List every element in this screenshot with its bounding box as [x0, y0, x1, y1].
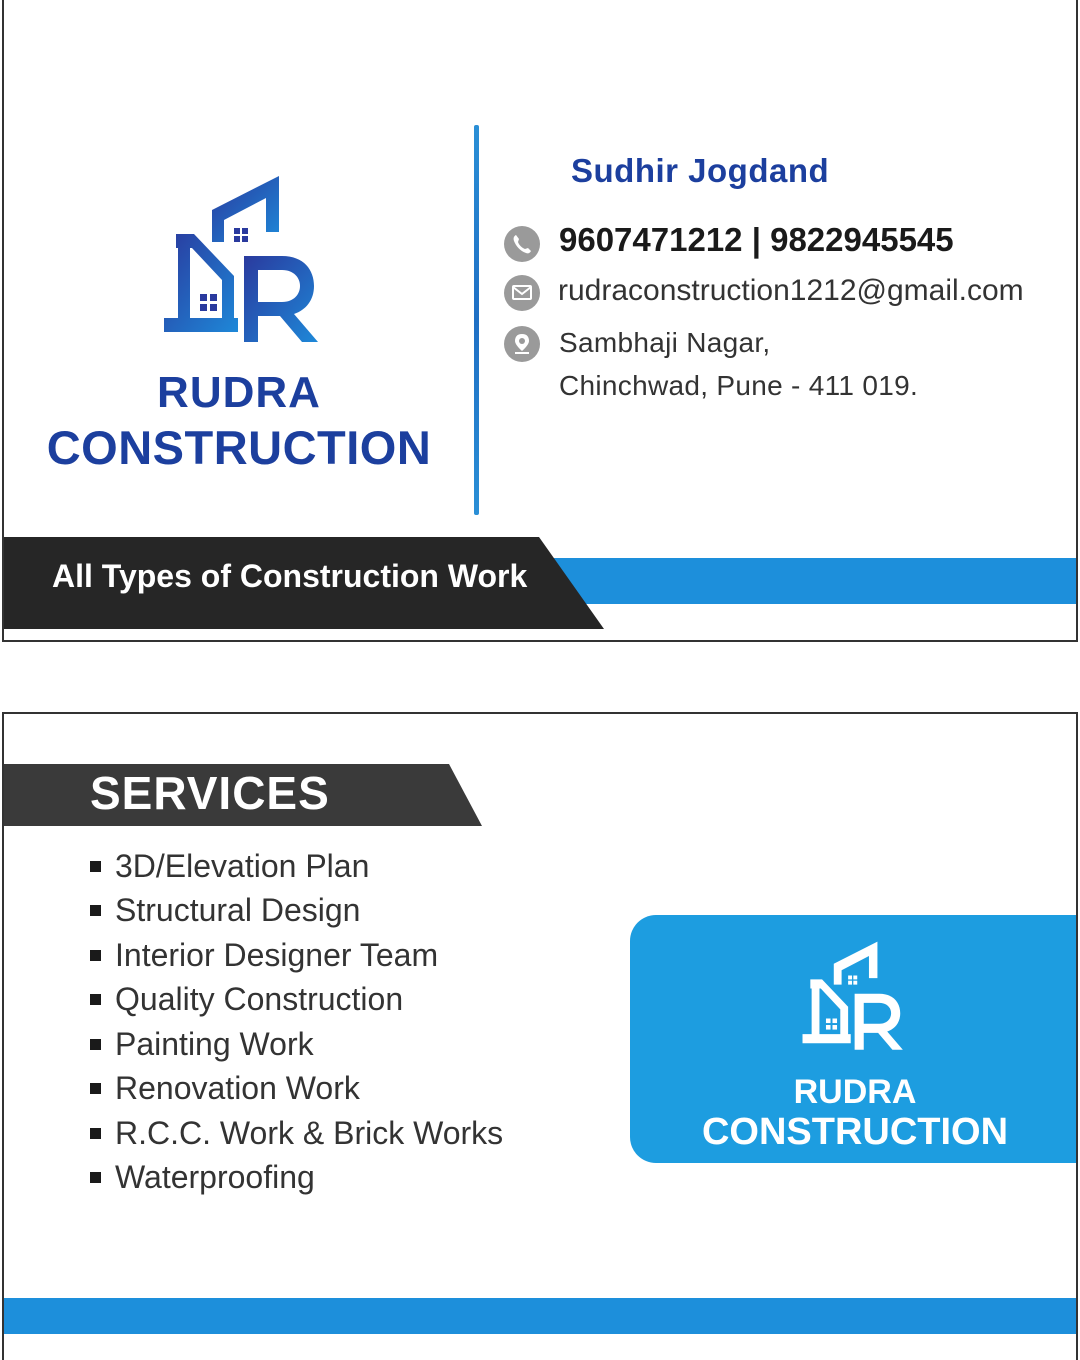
building-r-logo-icon — [154, 172, 329, 350]
list-item — [90, 1067, 503, 1112]
list-item — [90, 978, 503, 1023]
brand-name-line2: CONSTRUCTION — [701, 1111, 1009, 1153]
bullet-icon — [90, 905, 101, 916]
bullet-icon — [90, 950, 101, 961]
brand-name-line1: RUDRA — [793, 1073, 917, 1111]
brand-badge — [630, 915, 1078, 1163]
services-list — [90, 844, 503, 1200]
business-card-back — [2, 712, 1078, 1360]
email-address: rudraconstruction1212@gmail.com — [558, 274, 1024, 307]
phone-numbers: 9607471212 | 9822945545 — [559, 221, 954, 258]
address-line2: Chinchwad, Pune - 411 019. — [559, 370, 919, 401]
service-label: Painting Work — [115, 1025, 314, 1062]
accent-stripe — [4, 1298, 1078, 1334]
business-card-front — [2, 0, 1078, 642]
list-item — [90, 844, 503, 889]
bullet-icon — [90, 1039, 101, 1050]
bullet-icon — [90, 1128, 101, 1139]
location-pin-icon — [504, 326, 540, 362]
envelope-icon — [504, 275, 540, 311]
brand-name-line1: RUDRA — [157, 368, 321, 417]
list-item — [90, 1111, 503, 1156]
service-label: Interior Designer Team — [115, 936, 439, 973]
accent-stripe — [544, 558, 1078, 604]
address-line1: Sambhaji Nagar, — [559, 327, 771, 358]
service-label: Waterproofing — [115, 1159, 315, 1196]
bullet-icon — [90, 1172, 101, 1183]
service-label: R.C.C. Work & Brick Works — [115, 1114, 504, 1151]
building-r-logo-icon — [796, 933, 910, 1061]
list-item — [90, 889, 503, 934]
list-item — [90, 933, 503, 978]
service-label: Quality Construction — [115, 981, 404, 1018]
bullet-icon — [90, 994, 101, 1005]
service-label: Structural Design — [115, 892, 361, 929]
phone-icon — [504, 226, 540, 262]
brand-name-line2: CONSTRUCTION — [46, 421, 432, 474]
list-item — [90, 1022, 503, 1067]
person-name: Sudhir Jogdand — [571, 152, 830, 189]
bullet-icon — [90, 861, 101, 872]
list-item — [90, 1156, 503, 1201]
bullet-icon — [90, 1083, 101, 1094]
tagline: All Types of Construction Work — [52, 558, 528, 594]
services-title: SERVICES — [90, 767, 330, 819]
vertical-divider — [474, 125, 479, 515]
service-label: 3D/Elevation Plan — [115, 847, 370, 884]
service-label: Renovation Work — [115, 1070, 360, 1107]
